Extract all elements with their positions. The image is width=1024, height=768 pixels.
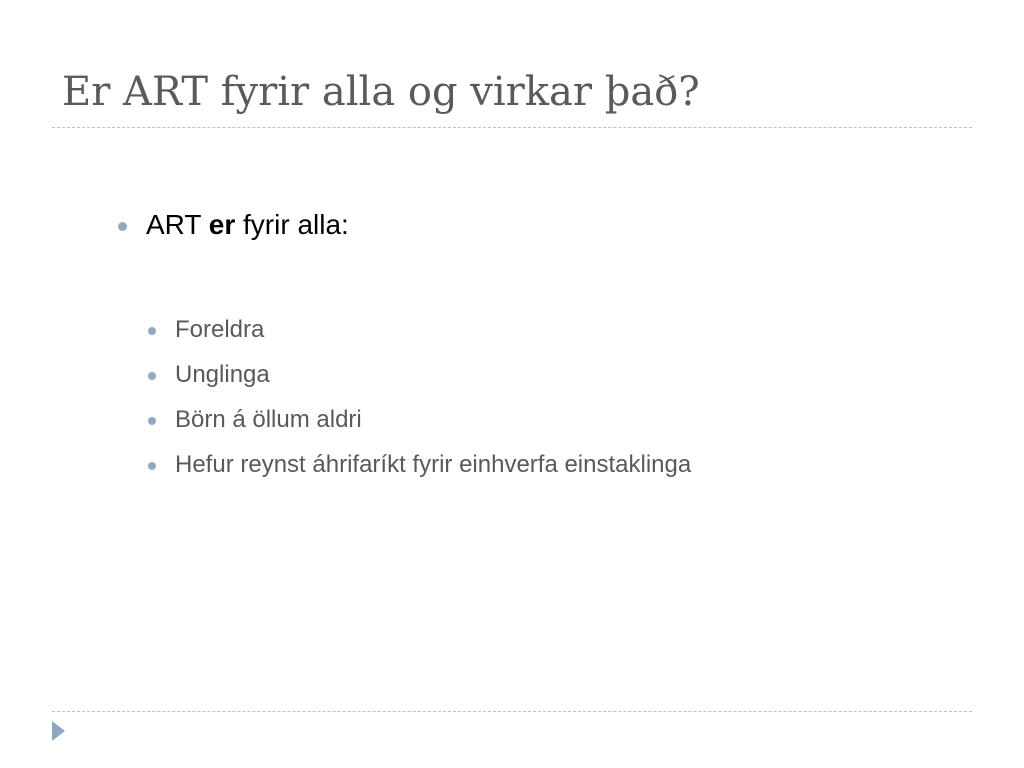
main-bullet-part2: fyrir alla:	[235, 209, 349, 240]
main-bullet-text	[146, 208, 349, 242]
list-item	[148, 442, 691, 487]
title-divider	[52, 127, 972, 128]
sub-bullet-list	[148, 307, 691, 487]
list-item	[148, 397, 691, 442]
list-item	[148, 352, 691, 397]
main-bullet	[118, 208, 349, 242]
main-bullet-bold: er	[208, 209, 236, 240]
bullet-dot-icon	[148, 372, 156, 380]
bullet-dot-icon	[148, 417, 156, 425]
footer-divider	[52, 711, 972, 712]
play-triangle-icon[interactable]	[52, 721, 65, 741]
sub-bullet-text: Unglinga	[175, 360, 270, 388]
slide-title: Er ART fyrir alla og virkar það?	[62, 69, 700, 115]
bullet-dot-icon	[148, 327, 156, 335]
sub-bullet-text: Foreldra	[175, 315, 265, 343]
bullet-dot-icon	[118, 222, 127, 231]
sub-bullet-text: Börn á öllum aldri	[175, 405, 362, 433]
bullet-dot-icon	[148, 462, 156, 470]
main-bullet-part1: ART	[146, 209, 209, 240]
list-item	[148, 307, 691, 352]
sub-bullet-text: Hefur reynst áhrifaríkt fyrir einhverfa einstaklinga	[175, 450, 692, 478]
